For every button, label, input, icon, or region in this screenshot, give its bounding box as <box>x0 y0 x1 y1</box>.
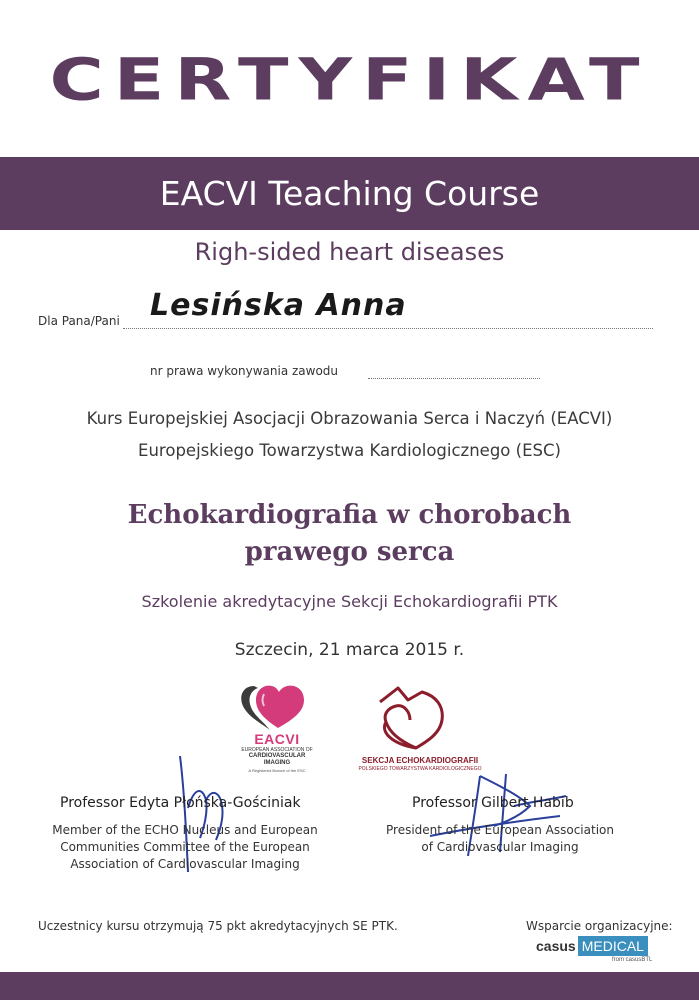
course-name-line-1: Echokardiografia w chorobach <box>127 500 572 530</box>
signatory-right-desc-1: President of the European Association <box>386 823 614 837</box>
accreditation-text: Szkolenie akredytacyjne Sekcji Echokardiografii PTK <box>141 592 558 611</box>
eacvi-logo-line2: CARDIOVASCULAR <box>248 753 306 759</box>
body-line-2: Europejskiego Towarzystwa Kardiologicznego (ESC) <box>138 441 561 460</box>
signatory-right-desc <box>370 822 630 856</box>
course-band-title: EACVI Teaching Course <box>159 174 540 213</box>
signatory-right-name: Professor Gilbert Habib <box>412 795 574 811</box>
place-date: Szczecin, 21 marca 2015 r. <box>234 640 465 660</box>
casus-logo-sub: from casusBTL <box>612 957 653 963</box>
certificate-title: CERTYFIKAT <box>49 46 650 114</box>
casus-logo-part2: MEDICAL <box>578 936 648 956</box>
sekcja-logo-line1: SEKCJA ECHOKARDIOGRAFII <box>361 756 479 765</box>
sekcja-heart-icon <box>350 682 490 752</box>
recipient-label: Dla Pana/Pani <box>38 314 120 328</box>
eacvi-logo-line4: A Registered Branch of the ESC <box>248 768 306 773</box>
signatory-left-desc <box>30 822 340 873</box>
sekcja-logo-line2: POLSKIEGO TOWARZYSTWA KARDIOLOGICZNEGO <box>358 766 482 772</box>
license-label: nr prawa wykonywania zawodu <box>150 364 339 378</box>
bottom-band <box>0 972 699 1000</box>
casus-medical-logo <box>536 936 658 956</box>
recipient-dotted-line <box>123 327 653 329</box>
eacvi-logo-line1: EUROPEAN ASSOCIATION OF <box>241 747 313 753</box>
signatory-left-name: Professor Edyta Płońska-Gościniak <box>60 795 301 811</box>
casus-logo-part1: casus <box>536 938 576 954</box>
eacvi-logo-name: EACVI <box>254 731 300 747</box>
course-subtitle: Righ-sided heart diseases <box>194 238 505 266</box>
body-line-1: Kurs Europejskiej Asocjacji Obrazowania Serca i Naczyń (EACVI) <box>86 409 613 428</box>
accreditation-points: Uczestnicy kursu otrzymują 75 pkt akredytacyjnych SE PTK. <box>38 919 398 933</box>
recipient-name-handwritten: Lesińska Anna <box>150 288 407 323</box>
sekcja-logo <box>350 682 490 777</box>
signatory-left-desc-1: Member of the ECHO Nucleus and European <box>52 823 318 837</box>
license-dotted-line <box>368 377 540 379</box>
support-label: Wsparcie organizacyjne: <box>526 919 673 933</box>
heart-icon <box>232 676 322 732</box>
signatory-right-desc-2: of Cardiovascular Imaging <box>421 840 579 854</box>
signatory-left-desc-3: Association of Cardiovascular Imaging <box>70 857 300 871</box>
course-name-line-2: prawego serca <box>244 537 455 567</box>
eacvi-logo-line3: IMAGING <box>263 760 291 766</box>
signatory-left-desc-2: Communities Committee of the European <box>60 840 310 854</box>
